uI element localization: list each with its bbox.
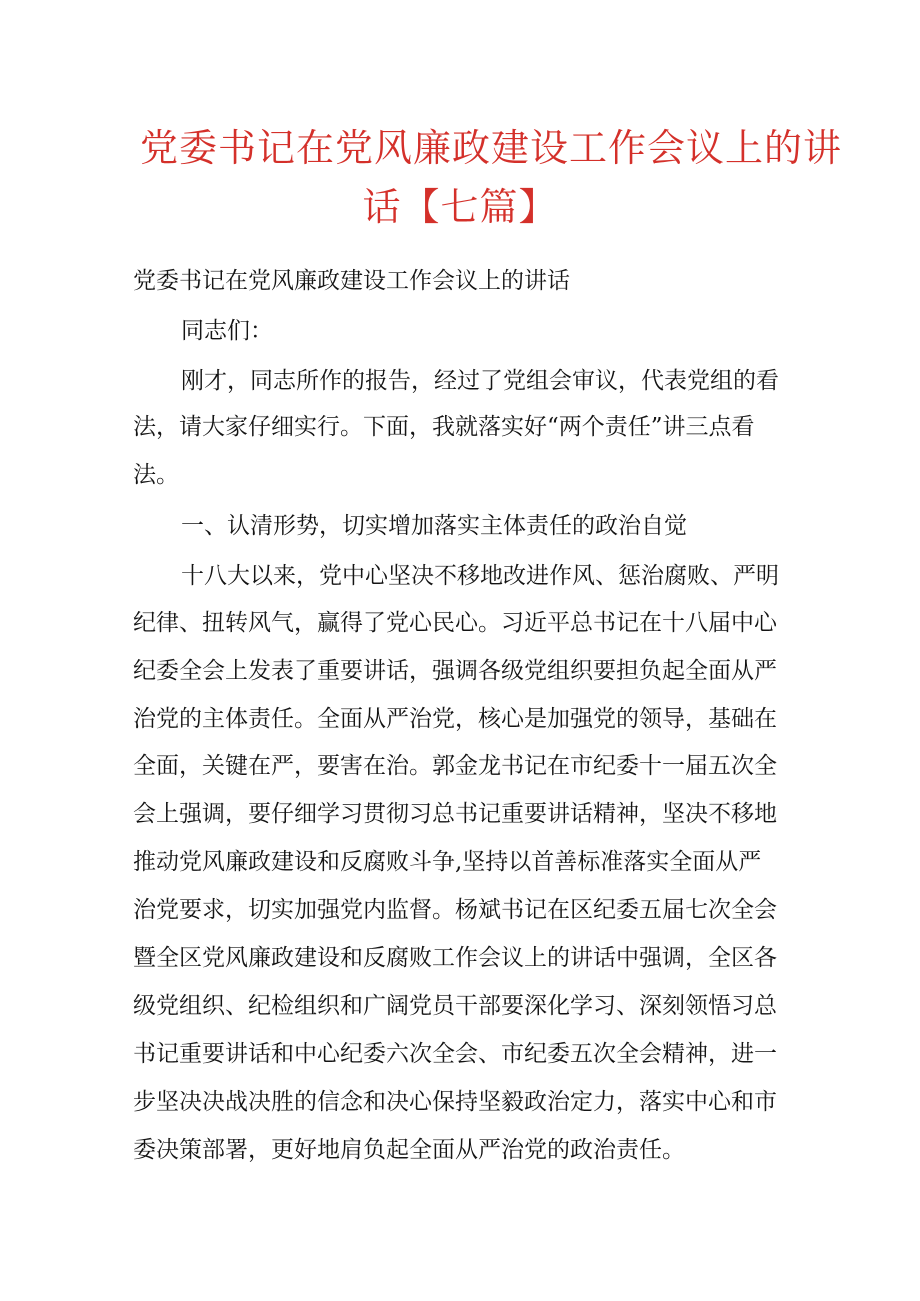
paragraph-2-line-4: 治党的主体责任。全面从严治党，核心是加强党的领导，基础在 [133, 706, 777, 732]
paragraph-2-line-1: 十八大以来，党中心坚决不移地改进作风、惩治腐败、严明 [181, 563, 779, 589]
paragraph-1-line-1: 刚才，同志所作的报告，经过了党组会审议，代表党组的看 [181, 368, 779, 394]
paragraph-2-line-11: 书记重要讲话和中心纪委六次全会、市纪委五次全会精神，进一 [133, 1041, 777, 1067]
section-1-heading: 一、认清形势，切实增加落实主体责任的政治自觉 [181, 513, 687, 539]
paragraph-2-line-5: 全面，关键在严，要害在治。郭金龙书记在市纪委十一届五次全 [133, 753, 777, 779]
paragraph-2-line-7: 推动党风廉政建设和反腐败斗争,坚持以首善标准落实全面从严 [133, 849, 762, 875]
paragraph-1-line-3: 法。 [133, 462, 179, 488]
paragraph-2-line-12: 步坚决决战决胜的信念和决心保持坚毅政治定力，落实中心和市 [133, 1089, 777, 1115]
paragraph-2-line-10: 级党组织、纪检组织和广阔党员干部要深化学习、深刻领悟习总 [133, 993, 777, 1019]
paragraph-2-line-2: 纪律、扭转风气，赢得了党心民心。习近平总书记在十八届中心 [133, 610, 777, 636]
document-title-line-2: 话【七篇】 [362, 185, 558, 229]
paragraph-1-line-2: 法，请大家仔细实行。下面，我就落实好“两个责任”讲三点看 [133, 414, 755, 440]
paragraph-2-line-3: 纪委全会上发表了重要讲话，强调各级党组织要担负起全面从严 [133, 658, 777, 684]
document-title-line-1: 党委书记在党风廉政建设工作会议上的讲 [140, 126, 843, 170]
paragraph-2-line-6: 会上强调，要仔细学习贯彻习总书记重要讲话精神，坚决不移地 [133, 801, 777, 827]
greeting: 同志们： [181, 318, 273, 344]
document-subtitle: 党委书记在党风廉政建设工作会议上的讲话 [133, 268, 570, 294]
paragraph-2-line-13: 委决策部署，更好地肩负起全面从严治党的政治责任。 [133, 1137, 685, 1163]
paragraph-2-line-9: 暨全区党风廉政建设和反腐败工作会议上的讲话中强调，全区各 [133, 945, 777, 971]
paragraph-2-line-8: 治党要求，切实加强党内监督。杨斌书记在区纪委五届七次全会 [133, 897, 777, 923]
